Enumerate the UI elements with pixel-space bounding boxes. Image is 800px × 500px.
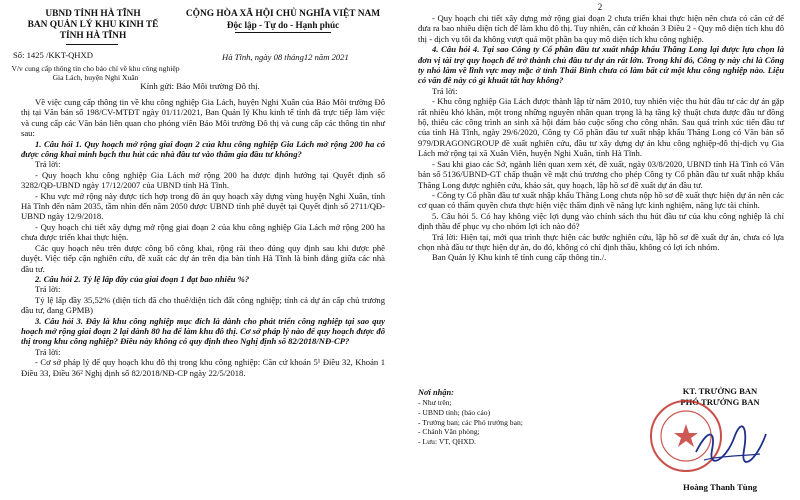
intro-paragraph: Về việc cung cấp thông tin về khu công nghiệp Gia Lách, huyện Nghi Xuân của Báo Môi trường Đô thị tại Văn bản số 198/CV-MTĐT ngày 01/11/2021, Ban Quản lý Khu kinh tế tỉnh đã trực tiếp làm việc và cung cấp các Văn bản liên quan cho phóng viên Báo Môi trường Đô thị và cung cấp các thông tin như sau: [21,97,385,139]
recipient-item: - Chánh Văn phòng; [418,427,480,437]
issuing-organization [8,9,178,42]
question-1: 1. Câu hỏi 1. Quy hoạch mở rộng giai đoạn 2 của khu công nghiệp Gia Lách mở rộng 200 ha có được công khai minh bạch thu hút các nhà đầu tư vào thăm gia đầu tư không? [21,138,385,160]
answer-2: Tỷ lệ lấp đầy 35,52% (diện tích đã cho thuê/diện tích đất công nghiệp; tính cả dự án cấp chủ trương đầu tư, đang GPMB) [21,294,385,316]
document-number: Số: 1425 /KKT-QHXD [13,50,93,60]
answer-1-item-2: - Khu vực mở rộng này được tích hợp trong đồ án quy hoạch xây dựng vùng huyện Nghi Xuân, tỉnh Hà Tĩnh đến năm 2035, tầm nhìn đến năm 2050 được UBND tỉnh phê duyệt tại Quyết định số 2711/QĐ-UBND ngày 12/9/2018. [21,190,385,222]
answer-label-3: Trả lời: [35,346,61,357]
document-page-2 [400,0,800,500]
org-line-3: TỈNH HÀ TĨNH [59,31,127,41]
page-1-body [21,97,385,378]
answer-5: Trả lời: Hiện tại, mới qua trình thực hiện các bước nghiên cứu, lập hồ sơ đề xuất dự án, chưa có lựa chọn nhà đầu tư thực hiện dự án, do đó, không có chỉ định thầu, không có lợi ích nhóm. [418,231,784,252]
org-line-1: UBND TỈNH HÀ TĨNH [45,9,141,19]
nation-line-1: CỘNG HÒA XÃ HỘI CHỦ NGHĨA VIỆT NAM [185,9,381,19]
page-number: 2 [597,2,603,12]
recipients-block [418,388,588,447]
page-2-body [418,13,784,263]
org-underline [66,44,118,45]
closing-line: Ban Quản lý Khu kinh tế tỉnh cung cấp thông tin./. [432,252,607,263]
recipient-item: - Lưu: VT, QHXD. [418,437,477,447]
subject-line: V/v cung cấp thông tin cho báo chí về khu công nghiệp Gia Lách, huyện Nghi Xuân [11,64,180,82]
answer-label-1: Trả lời: [35,159,61,170]
nation-underline [235,32,331,33]
date-line: Hà Tĩnh, ngày 08 tháng12 năm 2021 [222,52,349,62]
question-4: 4. Câu hỏi 4. Tại sao Công ty Cổ phần đầu tư xuất nhập khẩu Thăng Long lại được lựa chọn là đơn vị tài trợ quy hoạch để trở thành chủ đầu tư dự án rất lớn. Trong khi đó, Công ty này chỉ là Công ty nhỏ làm về lĩnh vực may mặc ở tỉnh Thái Bình chưa có làm bất cứ một khu công nghiệp nào. Liệu có vấn đề này có gì khuất tất hay không? [418,44,784,86]
recipients-title: Nơi nhận: [418,388,454,397]
answer-1-item-3: - Quy hoạch chi tiết xây dựng mở rộng giai đoạn 2 của khu công nghiệp Gia Lách mở rộng 200 ha chưa được triển khai thực hiện. [21,221,385,243]
recipient-item: - Trưởng ban; các Phó trưởng ban; [418,417,523,427]
nation-line-2: Độc lập - Tự do - Hạnh phúc [226,20,340,30]
signature-icon [690,420,770,470]
question-3: 3. Câu hỏi 3. Đây là khu công nghiệp mục đích là dành cho phát triển công nghiệp tại sao quy hoạch mở rộng giai đoạn 2 lại dành 80 ha để làm khu đô thị. Cơ sở pháp lý nào để quy hoạch được đô thị trong khu công nghiệp? Điều này không có quy định theo Nghị định số 82/2018/NĐ-CP? [21,315,385,347]
answer-label-2: Trả lời: [35,284,61,295]
recipient-item: - UBND tỉnh; (báo cáo) [418,407,491,417]
signer-title-1: KT. TRƯỞNG BAN [682,386,758,396]
question-2: 2. Câu hỏi 2. Tỷ lệ lấp đầy của giai đoạn 1 đạt bao nhiêu %? [35,273,250,284]
org-line-2: BAN QUẢN LÝ KHU KINH TẾ [27,20,159,30]
national-heading [178,9,388,31]
recipient-line: Kính gửi: Báo Môi trường Đô thị. [140,81,260,91]
recipient-item: - Như trên; [418,398,452,407]
answer-3-item-1: - Cơ sở pháp lý để quy hoạch khu đô thị trong khu công nghiệp: Căn cứ khoản 5¹ Điều 32, Khoản 1 Điều 33, Điều 36² Nghị định số 82/2018/NĐ-CP ngày 22/5/2018. [21,357,385,378]
answer-1-summary: Các quy hoạch nêu trên được công bố công khai, rộng rãi theo đúng quy định sau khi được phê duyệt. Việc tiếp cận nghiên cứu, đề xuất các dự án trên địa bàn tỉnh Hà Tĩnh là bình đẳng giữa các nhà đầu tư. [21,242,385,274]
answer-4-item-1: - Khu công nghiệp Gia Lách được thành lập từ năm 2010, tuy nhiên việc thu hút đầu tư các dự án gặp rất nhiều khó khăn, một trong những nguyên nhân quan trọng là hạ tầng kỹ thuật chưa được đầu tư đồng bộ, thiếu các công trình an sinh xã hội đảm bảo cuộc sống cho công nhân. Sau quá trình xúc tiến đầu tư của tỉnh Hà Tĩnh, ngày 29/6/2020, Công ty Cổ phần đầu tư xuất nhập khẩu Thăng Long có Văn bản số 979/DRAGONGROUP đề xuất nghiên cứu, đầu tư xây dựng dự án khu công nghiệp-đô thị-dịch vụ Gia Lách mở rộng tại xã Xuân Viên, huyện Nghi Xuân, tỉnh Hà Tĩnh. [418,96,784,159]
signer-name: Hoàng Thanh Tùng [682,482,757,492]
signer-title-2: PHÓ TRƯỞNG BAN [680,397,760,407]
question-5: 5. Câu hỏi 5. Có hay không việc lợi dụng vào chính sách thu hút đầu tư của khu công nghiệp là chỉ định thầu để phục vụ cho nhóm lợi ích nào đó? [418,210,784,232]
answer-3-item-2: - Quy hoạch chi tiết xây dựng mở rộng giai đoạn 2 chưa triển khai thực hiện nên chưa có căn cứ để đưa ra bao nhiêu diện tích để làm khu đô thị. Tuy nhiên, căn cứ khoản 3 Điều 2 - Quy mô diện tích khu đô thị - dịch vụ tối đa không vượt quá một phần ba quy mô diện tích khu công nghiệp. [418,13,784,44]
answer-4-item-3: - Công ty Cổ phần đầu tư xuất nhập khẩu Thăng Long chưa nộp hồ sơ đề xuất thực hiện dự án nên các cơ quan có thẩm quyền chưa thực hiện việc thẩm định về năng lực kinh nghiệm, năng lực tài chính. [418,189,784,211]
answer-label-4: Trả lời: [432,85,458,96]
answer-1-item-1: - Quy hoạch khu công nghiệp Gia Lách mở rộng 200 ha được định hướng tại Quyết định số 3282/QĐ-UBND ngày 17/12/2007 của UBND tỉnh Hà Tĩnh. [21,169,385,191]
answer-4-item-2: - Sau khi giao các Sở, ngành liên quan xem xét, đề xuất, ngày 03/8/2020, UBND tỉnh Hà Tĩnh có Văn bản số 5136/UBND-GT chấp thuận về mặt chủ trương cho phép Công ty Cổ phần đầu tư xuất nhập khẩu Thăng Long được nghiên cứu, khảo sát, quy hoạch, lập hồ sơ đề xuất dự án đầu tư. [418,158,784,190]
